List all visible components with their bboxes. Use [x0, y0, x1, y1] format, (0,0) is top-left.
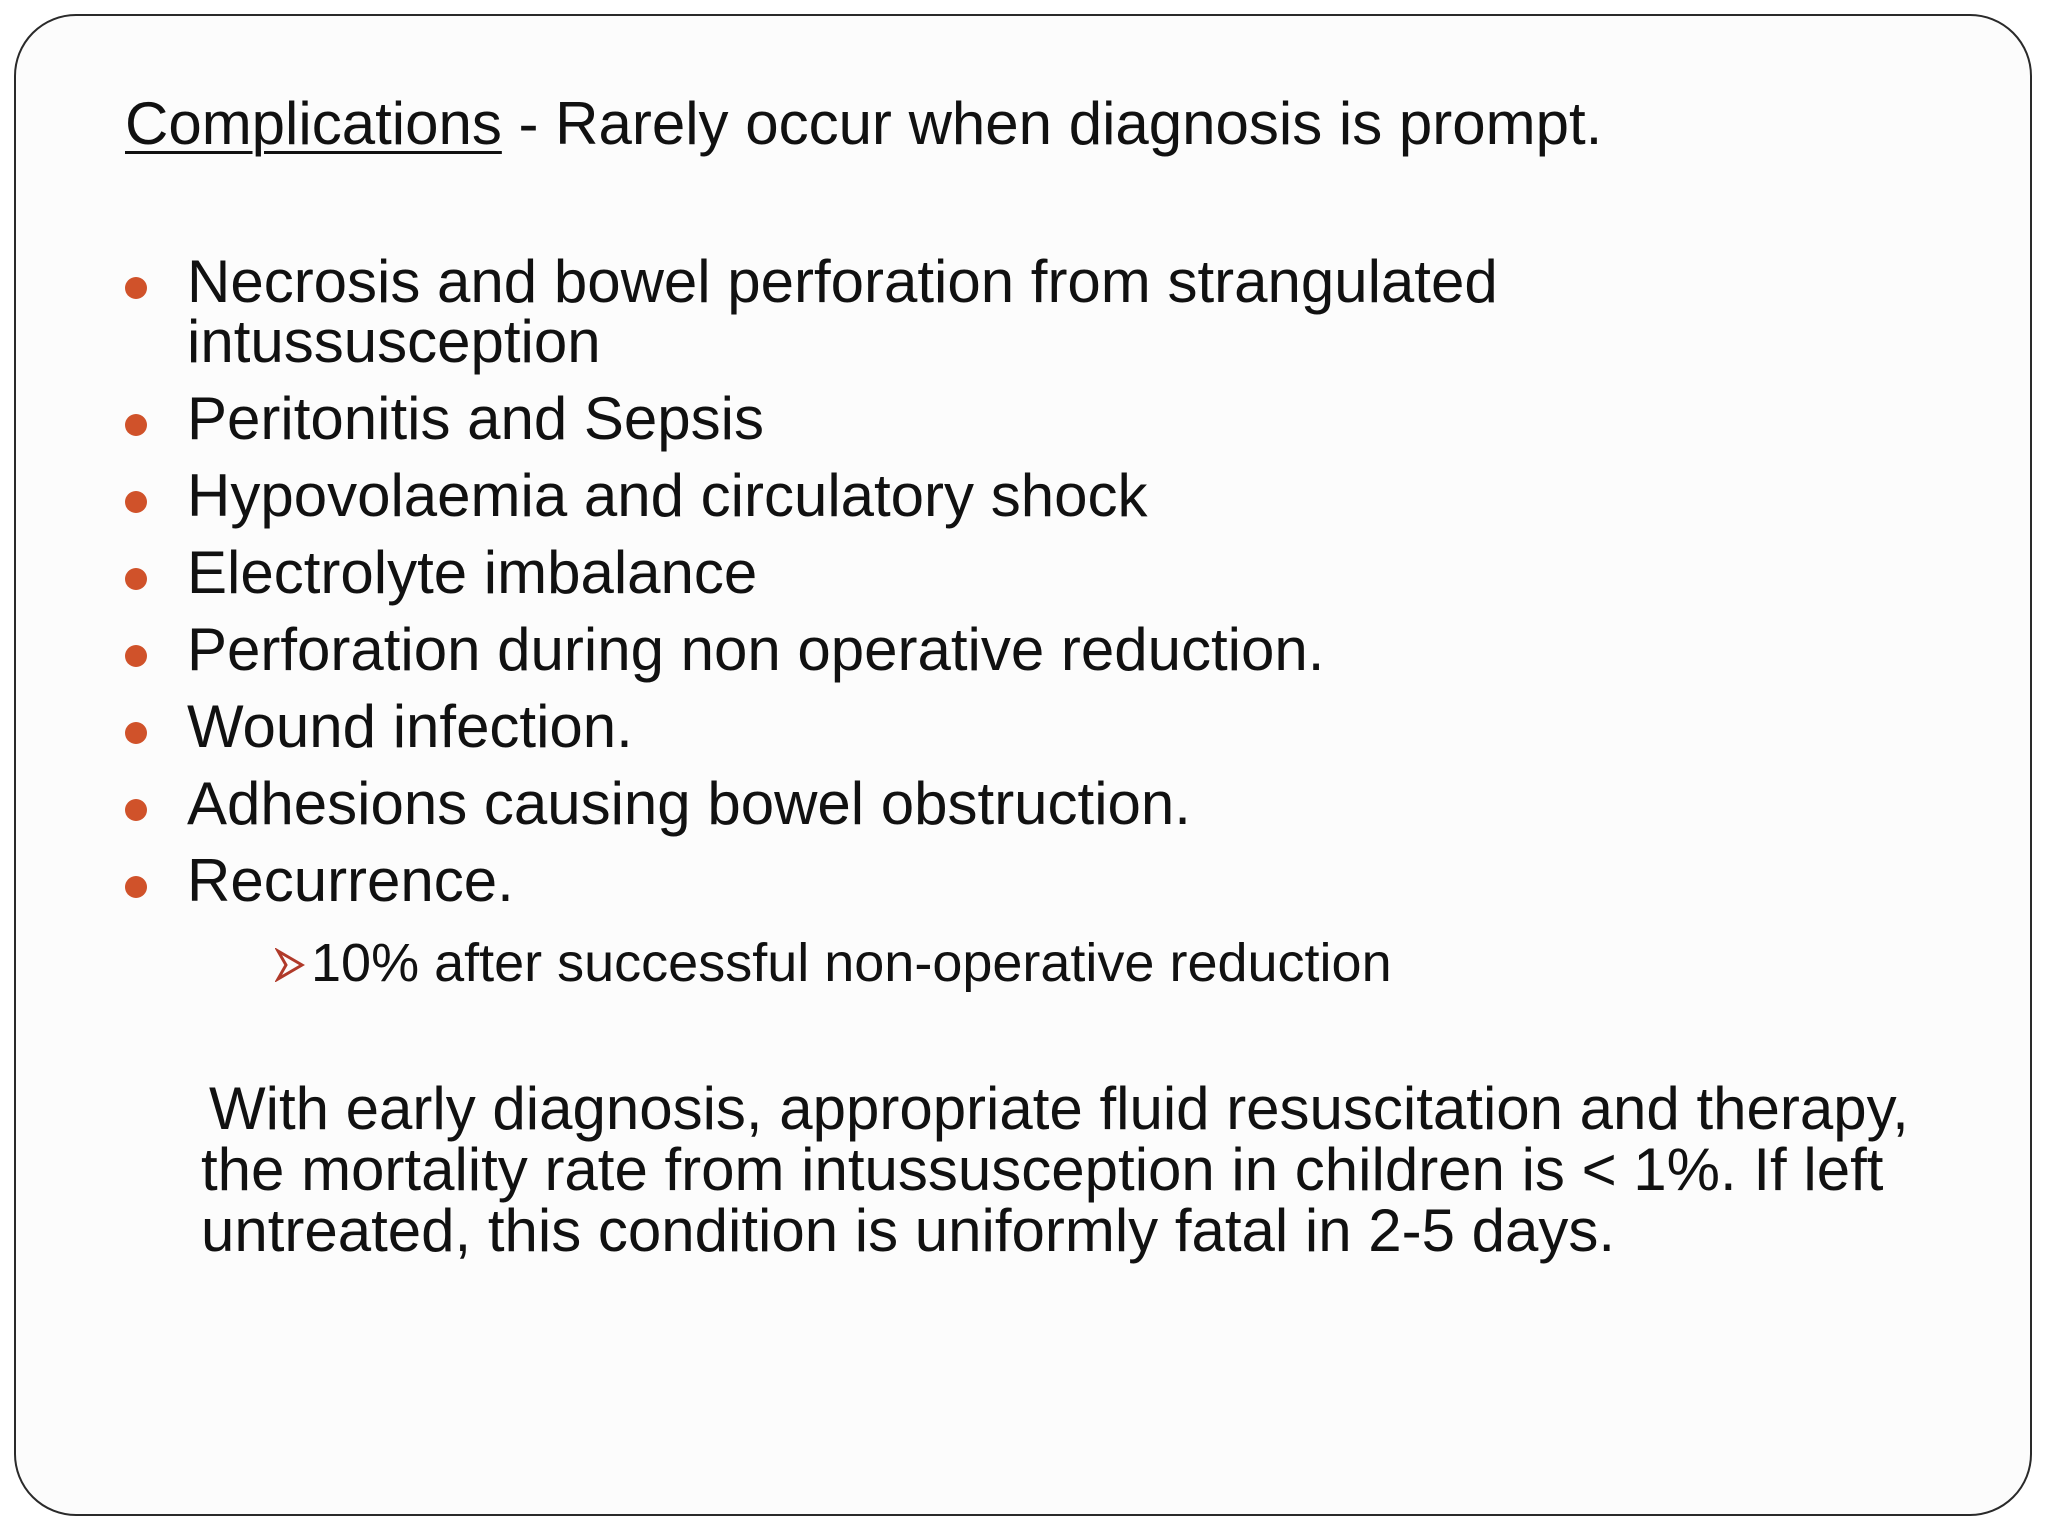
slide	[14, 14, 2032, 1516]
heading-rest: - Rarely occur when diagnosis is prompt.	[501, 90, 1603, 157]
bullet-dot-icon	[125, 645, 147, 667]
closing-paragraph: With early diagnosis, appropriate fluid resuscitation and therapy, the mortality rate from intussusception in children is < 1%. If left untreated, this condition is uniformly fatal in 2-5 days.	[201, 1075, 1909, 1264]
bullet-dot-icon	[125, 876, 147, 898]
list-item	[125, 847, 1925, 993]
complications-list	[125, 248, 1925, 1010]
list-item	[125, 462, 1925, 529]
list-item	[125, 616, 1925, 683]
heading-underlined-word: Complications	[125, 90, 502, 157]
list-item-text: Adhesions causing bowel obstruction.	[187, 770, 1191, 837]
list-item	[125, 770, 1925, 837]
sub-list-item	[187, 933, 1925, 993]
list-item	[125, 539, 1925, 606]
list-item	[125, 385, 1925, 452]
bullet-dot-icon	[125, 277, 147, 299]
arrowhead-icon	[275, 948, 305, 982]
list-item	[125, 248, 1925, 375]
sub-list-item-text: 10% after successful non-operative reduction	[311, 933, 1392, 993]
list-item-text: Hypovolaemia and circulatory shock	[187, 462, 1148, 529]
list-item-text: Wound infection.	[187, 693, 633, 760]
bullet-dot-icon	[125, 491, 147, 513]
bullet-dot-icon	[125, 799, 147, 821]
list-item-text: Perforation during non operative reduction.	[187, 616, 1325, 683]
list-item-text: Electrolyte imbalance	[187, 539, 758, 606]
bullet-dot-icon	[125, 722, 147, 744]
list-item-text: Recurrence.	[187, 847, 514, 914]
slide-heading	[125, 88, 1602, 160]
list-item	[125, 693, 1925, 760]
list-item-text: Necrosis and bowel perforation from strangulated intussusception	[187, 248, 1498, 375]
bullet-dot-icon	[125, 568, 147, 590]
list-item-text: Peritonitis and Sepsis	[187, 385, 764, 452]
bullet-dot-icon	[125, 414, 147, 436]
